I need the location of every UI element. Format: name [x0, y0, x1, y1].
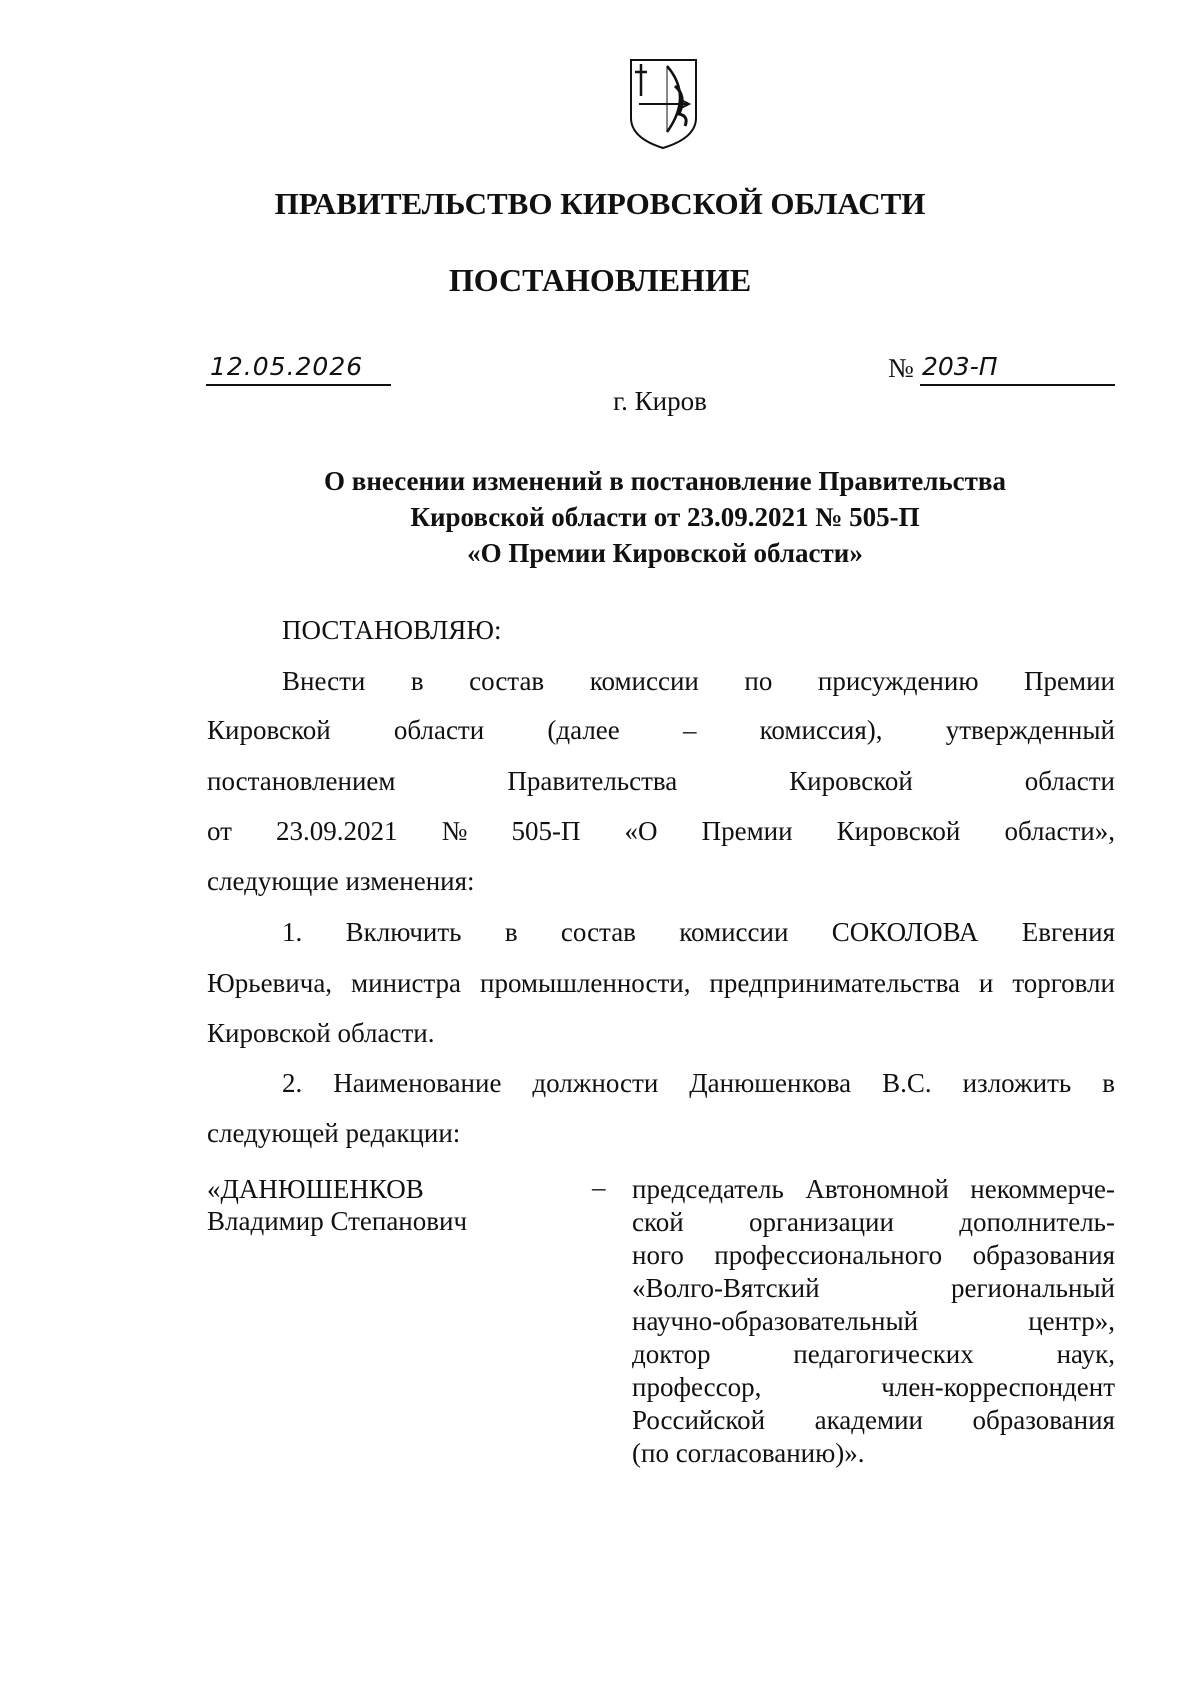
intro-line-5: следующие изменения:	[207, 866, 475, 896]
word: от	[207, 816, 232, 846]
word: Кировской	[207, 715, 331, 745]
word: ного	[632, 1240, 684, 1270]
word: министра	[351, 968, 462, 998]
word: образования	[972, 1240, 1115, 1270]
word: в	[1102, 1068, 1115, 1098]
position-line	[632, 1306, 1115, 1337]
word: Российской	[632, 1405, 766, 1435]
title-line-3: «О Премии Кировской области»	[467, 538, 863, 568]
word: промышленности,	[480, 968, 691, 998]
document-type: ПОСТАНОВЛЕНИЕ	[448, 262, 752, 298]
city: г. Киров	[613, 386, 707, 416]
word: Правительства	[507, 766, 678, 796]
date-underline	[206, 384, 391, 386]
word: СОКОЛОВА	[831, 917, 979, 947]
word: области	[1024, 766, 1115, 796]
word: –	[682, 715, 697, 745]
word: научно-образовательный	[632, 1306, 919, 1336]
word: комиссия),	[759, 715, 883, 745]
word: Внести	[282, 666, 366, 696]
document-date: 12.05.2026	[210, 352, 364, 381]
item1-line-2	[207, 968, 1115, 999]
word: наук,	[1056, 1339, 1115, 1369]
word: предпринимательства	[709, 968, 960, 998]
intro-line-4	[207, 816, 1115, 847]
position-line	[632, 1240, 1115, 1271]
word: Евгения	[1021, 917, 1115, 947]
word: 1.	[282, 917, 303, 947]
position-line	[632, 1207, 1115, 1238]
intro-line-2	[207, 715, 1115, 746]
member-surname: «ДАНЮШЕНКОВ	[207, 1174, 424, 1204]
word: педагогических	[793, 1339, 974, 1369]
kirov-coat-of-arms-icon	[627, 56, 700, 152]
position-line	[632, 1438, 1115, 1469]
word: Премии	[701, 816, 793, 846]
word: дополнитель-	[959, 1207, 1115, 1237]
word: Юрьевича,	[207, 968, 333, 998]
word: торговли	[1012, 968, 1115, 998]
item1-line-1	[282, 917, 1115, 948]
word: (по согласованию)».	[632, 1438, 865, 1468]
member-given-names: Владимир Степанович	[207, 1206, 468, 1236]
word: состав	[560, 917, 636, 947]
position-line	[632, 1273, 1115, 1304]
word: член-корреспондент	[881, 1372, 1115, 1402]
item1-line-3: Кировской области.	[207, 1018, 435, 1048]
position-line	[632, 1174, 1115, 1205]
word: 2.	[282, 1068, 303, 1098]
word: комиссии	[679, 917, 789, 947]
intro-line-3	[207, 766, 1115, 797]
word: Кировской	[789, 766, 913, 796]
word: Данюшенкова	[689, 1068, 852, 1098]
position-line	[632, 1405, 1115, 1436]
word: по	[744, 666, 773, 696]
word: центр»,	[1028, 1306, 1115, 1336]
word: академии	[814, 1405, 923, 1435]
word: утвержденный	[945, 715, 1115, 745]
word: Включить	[345, 917, 462, 947]
item2-line-1	[282, 1068, 1115, 1099]
number-underline	[920, 384, 1115, 386]
organization-name: ПРАВИТЕЛЬСТВО КИРОВСКОЙ ОБЛАСТИ	[274, 186, 926, 221]
document-number: 203-П	[922, 352, 998, 381]
word: №	[441, 816, 468, 846]
word: (далее	[547, 715, 620, 745]
title-line-1: О внесении изменений в постановление Правительства	[324, 466, 1006, 496]
title-line-2: Кировской области от 23.09.2021 № 505-П	[410, 502, 920, 532]
word: Кировской	[836, 816, 961, 846]
member-dash: –	[592, 1172, 606, 1202]
word: Автономной	[805, 1174, 949, 1204]
position-line	[632, 1339, 1115, 1370]
number-label: №	[888, 353, 914, 383]
word: Премии	[1024, 666, 1115, 696]
position-line	[632, 1372, 1115, 1403]
word: организации	[748, 1207, 894, 1237]
word: присуждению	[817, 666, 979, 696]
word: доктор	[632, 1339, 711, 1369]
item2-line-2: следующей редакции:	[207, 1118, 461, 1148]
intro-line-1	[282, 666, 1115, 697]
word: должности	[532, 1068, 659, 1098]
word: некоммерче-	[970, 1174, 1115, 1204]
word: области»,	[1004, 816, 1115, 846]
word: Наименование	[333, 1068, 502, 1098]
word: профессионального	[714, 1240, 943, 1270]
word: области	[393, 715, 485, 745]
word: состав	[469, 666, 545, 696]
decree-word: ПОСТАНОВЛЯЮ:	[282, 615, 502, 645]
word: и	[978, 968, 994, 998]
word: изложить	[962, 1068, 1072, 1098]
word: 505-П	[511, 816, 581, 846]
word: В.С.	[882, 1068, 932, 1098]
word: профессор,	[632, 1372, 762, 1402]
word: комиссии	[589, 666, 699, 696]
word: образования	[972, 1405, 1115, 1435]
word: региональный	[950, 1273, 1115, 1303]
word: «Волго-Вятский	[632, 1273, 820, 1303]
word: председатель	[632, 1174, 784, 1204]
word: 23.09.2021	[276, 816, 398, 846]
word: в	[410, 666, 424, 696]
word: «О	[624, 816, 658, 846]
word: в	[504, 917, 518, 947]
word: ской	[632, 1207, 684, 1237]
word: постановлением	[207, 766, 396, 796]
